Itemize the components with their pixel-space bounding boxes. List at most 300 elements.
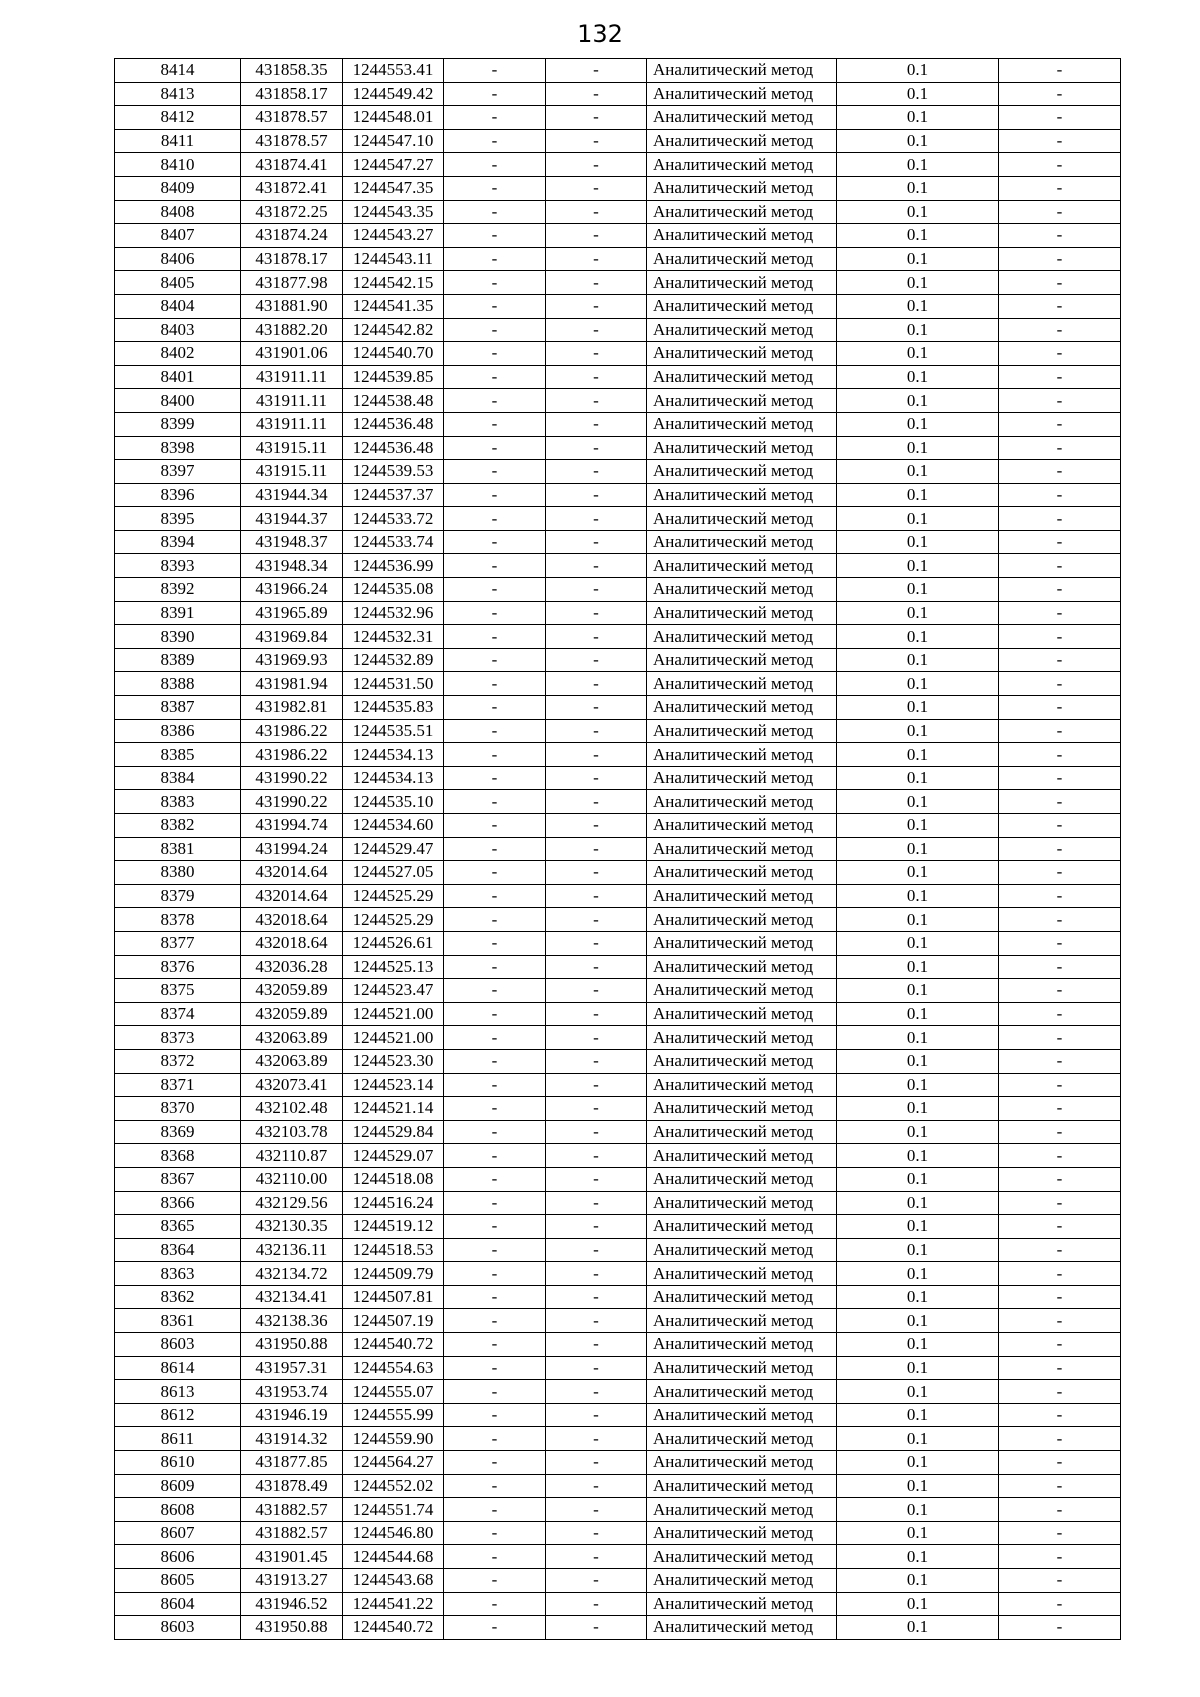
- empty-dash-cell: -: [546, 106, 647, 130]
- point-number-cell: 8401: [115, 365, 241, 389]
- empty-dash-cell: -: [444, 1238, 546, 1262]
- table-row: [115, 979, 1121, 1003]
- point-number-cell: 8409: [115, 176, 241, 200]
- precision-cell: 0.1: [837, 318, 999, 342]
- x-coordinate-cell: 431946.19: [241, 1403, 343, 1427]
- precision-cell: 0.1: [837, 1403, 999, 1427]
- method-cell: Аналитический метод: [647, 271, 837, 295]
- method-cell: Аналитический метод: [647, 1333, 837, 1357]
- empty-dash-cell: -: [444, 719, 546, 743]
- method-cell: Аналитический метод: [647, 1215, 837, 1239]
- table-row: [115, 601, 1121, 625]
- x-coordinate-cell: 431911.11: [241, 365, 343, 389]
- x-coordinate-cell: 431858.35: [241, 59, 343, 83]
- method-cell: Аналитический метод: [647, 979, 837, 1003]
- empty-dash-cell: -: [444, 1474, 546, 1498]
- empty-dash-cell: -: [999, 814, 1121, 838]
- x-coordinate-cell: 431877.98: [241, 271, 343, 295]
- empty-dash-cell: -: [546, 1215, 647, 1239]
- table-row: [115, 247, 1121, 271]
- method-cell: Аналитический метод: [647, 955, 837, 979]
- precision-cell: 0.1: [837, 389, 999, 413]
- table-row: [115, 271, 1121, 295]
- table-row: [115, 129, 1121, 153]
- precision-cell: 0.1: [837, 1144, 999, 1168]
- x-coordinate-cell: 431911.11: [241, 412, 343, 436]
- empty-dash-cell: -: [546, 1191, 647, 1215]
- precision-cell: 0.1: [837, 224, 999, 248]
- point-number-cell: 8376: [115, 955, 241, 979]
- y-coordinate-cell: 1244553.41: [343, 59, 444, 83]
- table-row: [115, 412, 1121, 436]
- precision-cell: 0.1: [837, 1356, 999, 1380]
- table-row: [115, 1333, 1121, 1357]
- empty-dash-cell: -: [444, 106, 546, 130]
- table-row: [115, 153, 1121, 177]
- y-coordinate-cell: 1244526.61: [343, 931, 444, 955]
- point-number-cell: 8613: [115, 1380, 241, 1404]
- empty-dash-cell: -: [546, 342, 647, 366]
- method-cell: Аналитический метод: [647, 1545, 837, 1569]
- empty-dash-cell: -: [999, 106, 1121, 130]
- precision-cell: 0.1: [837, 483, 999, 507]
- empty-dash-cell: -: [444, 1616, 546, 1640]
- table-row: [115, 578, 1121, 602]
- empty-dash-cell: -: [444, 483, 546, 507]
- x-coordinate-cell: 431881.90: [241, 294, 343, 318]
- empty-dash-cell: -: [546, 743, 647, 767]
- empty-dash-cell: -: [999, 625, 1121, 649]
- point-number-cell: 8406: [115, 247, 241, 271]
- precision-cell: 0.1: [837, 129, 999, 153]
- y-coordinate-cell: 1244551.74: [343, 1498, 444, 1522]
- table-row: [115, 790, 1121, 814]
- precision-cell: 0.1: [837, 1097, 999, 1121]
- x-coordinate-cell: 431882.20: [241, 318, 343, 342]
- precision-cell: 0.1: [837, 931, 999, 955]
- y-coordinate-cell: 1244532.89: [343, 648, 444, 672]
- empty-dash-cell: -: [444, 1498, 546, 1522]
- empty-dash-cell: -: [546, 1049, 647, 1073]
- empty-dash-cell: -: [546, 1120, 647, 1144]
- empty-dash-cell: -: [999, 59, 1121, 83]
- precision-cell: 0.1: [837, 1592, 999, 1616]
- point-number-cell: 8378: [115, 908, 241, 932]
- empty-dash-cell: -: [546, 412, 647, 436]
- empty-dash-cell: -: [546, 601, 647, 625]
- empty-dash-cell: -: [444, 1097, 546, 1121]
- x-coordinate-cell: 431946.52: [241, 1592, 343, 1616]
- empty-dash-cell: -: [444, 1073, 546, 1097]
- empty-dash-cell: -: [546, 1167, 647, 1191]
- empty-dash-cell: -: [546, 884, 647, 908]
- empty-dash-cell: -: [546, 837, 647, 861]
- precision-cell: 0.1: [837, 1333, 999, 1357]
- x-coordinate-cell: 431986.22: [241, 743, 343, 767]
- empty-dash-cell: -: [444, 1120, 546, 1144]
- empty-dash-cell: -: [546, 1403, 647, 1427]
- empty-dash-cell: -: [444, 1167, 546, 1191]
- empty-dash-cell: -: [546, 365, 647, 389]
- precision-cell: 0.1: [837, 790, 999, 814]
- empty-dash-cell: -: [546, 1569, 647, 1593]
- point-number-cell: 8364: [115, 1238, 241, 1262]
- point-number-cell: 8382: [115, 814, 241, 838]
- method-cell: Аналитический метод: [647, 554, 837, 578]
- precision-cell: 0.1: [837, 1262, 999, 1286]
- x-coordinate-cell: 431914.32: [241, 1427, 343, 1451]
- x-coordinate-cell: 431877.85: [241, 1451, 343, 1475]
- empty-dash-cell: -: [999, 1262, 1121, 1286]
- point-number-cell: 8375: [115, 979, 241, 1003]
- empty-dash-cell: -: [999, 1569, 1121, 1593]
- x-coordinate-cell: 432129.56: [241, 1191, 343, 1215]
- point-number-cell: 8605: [115, 1569, 241, 1593]
- empty-dash-cell: -: [999, 1592, 1121, 1616]
- x-coordinate-cell: 431901.45: [241, 1545, 343, 1569]
- table-row: [115, 1451, 1121, 1475]
- empty-dash-cell: -: [546, 554, 647, 578]
- method-cell: Аналитический метод: [647, 1521, 837, 1545]
- precision-cell: 0.1: [837, 1569, 999, 1593]
- empty-dash-cell: -: [999, 1451, 1121, 1475]
- precision-cell: 0.1: [837, 1498, 999, 1522]
- method-cell: Аналитический метод: [647, 648, 837, 672]
- precision-cell: 0.1: [837, 837, 999, 861]
- empty-dash-cell: -: [546, 1097, 647, 1121]
- x-coordinate-cell: 431874.24: [241, 224, 343, 248]
- precision-cell: 0.1: [837, 554, 999, 578]
- x-coordinate-cell: 431878.57: [241, 106, 343, 130]
- method-cell: Аналитический метод: [647, 59, 837, 83]
- empty-dash-cell: -: [999, 507, 1121, 531]
- x-coordinate-cell: 431986.22: [241, 719, 343, 743]
- point-number-cell: 8380: [115, 861, 241, 885]
- empty-dash-cell: -: [444, 814, 546, 838]
- method-cell: Аналитический метод: [647, 1120, 837, 1144]
- y-coordinate-cell: 1244521.00: [343, 1026, 444, 1050]
- precision-cell: 0.1: [837, 1427, 999, 1451]
- y-coordinate-cell: 1244540.72: [343, 1333, 444, 1357]
- method-cell: Аналитический метод: [647, 1403, 837, 1427]
- precision-cell: 0.1: [837, 766, 999, 790]
- empty-dash-cell: -: [999, 389, 1121, 413]
- point-number-cell: 8408: [115, 200, 241, 224]
- table-row: [115, 1569, 1121, 1593]
- y-coordinate-cell: 1244555.07: [343, 1380, 444, 1404]
- empty-dash-cell: -: [999, 1285, 1121, 1309]
- x-coordinate-cell: 432036.28: [241, 955, 343, 979]
- precision-cell: 0.1: [837, 955, 999, 979]
- precision-cell: 0.1: [837, 719, 999, 743]
- y-coordinate-cell: 1244518.08: [343, 1167, 444, 1191]
- table-row: [115, 625, 1121, 649]
- method-cell: Аналитический метод: [647, 1238, 837, 1262]
- table-row: [115, 1592, 1121, 1616]
- method-cell: Аналитический метод: [647, 1592, 837, 1616]
- empty-dash-cell: -: [546, 1356, 647, 1380]
- empty-dash-cell: -: [444, 200, 546, 224]
- method-cell: Аналитический метод: [647, 106, 837, 130]
- empty-dash-cell: -: [444, 578, 546, 602]
- method-cell: Аналитический метод: [647, 530, 837, 554]
- empty-dash-cell: -: [444, 365, 546, 389]
- x-coordinate-cell: 431990.22: [241, 790, 343, 814]
- x-coordinate-cell: 432014.64: [241, 861, 343, 885]
- method-cell: Аналитический метод: [647, 908, 837, 932]
- y-coordinate-cell: 1244525.29: [343, 884, 444, 908]
- y-coordinate-cell: 1244533.72: [343, 507, 444, 531]
- y-coordinate-cell: 1244529.07: [343, 1144, 444, 1168]
- empty-dash-cell: -: [444, 837, 546, 861]
- precision-cell: 0.1: [837, 814, 999, 838]
- x-coordinate-cell: 431858.17: [241, 82, 343, 106]
- empty-dash-cell: -: [999, 436, 1121, 460]
- method-cell: Аналитический метод: [647, 507, 837, 531]
- empty-dash-cell: -: [444, 1592, 546, 1616]
- empty-dash-cell: -: [444, 554, 546, 578]
- table-row: [115, 176, 1121, 200]
- x-coordinate-cell: 432138.36: [241, 1309, 343, 1333]
- y-coordinate-cell: 1244548.01: [343, 106, 444, 130]
- method-cell: Аналитический метод: [647, 743, 837, 767]
- method-cell: Аналитический метод: [647, 625, 837, 649]
- table-row: [115, 1002, 1121, 1026]
- empty-dash-cell: -: [444, 861, 546, 885]
- empty-dash-cell: -: [546, 507, 647, 531]
- table-row: [115, 1403, 1121, 1427]
- method-cell: Аналитический метод: [647, 1309, 837, 1333]
- empty-dash-cell: -: [999, 955, 1121, 979]
- precision-cell: 0.1: [837, 1309, 999, 1333]
- x-coordinate-cell: 431994.24: [241, 837, 343, 861]
- empty-dash-cell: -: [999, 1498, 1121, 1522]
- empty-dash-cell: -: [444, 931, 546, 955]
- y-coordinate-cell: 1244523.14: [343, 1073, 444, 1097]
- point-number-cell: 8396: [115, 483, 241, 507]
- y-coordinate-cell: 1244535.83: [343, 696, 444, 720]
- point-number-cell: 8402: [115, 342, 241, 366]
- empty-dash-cell: -: [546, 1427, 647, 1451]
- method-cell: Аналитический метод: [647, 389, 837, 413]
- method-cell: Аналитический метод: [647, 837, 837, 861]
- empty-dash-cell: -: [546, 436, 647, 460]
- point-number-cell: 8362: [115, 1285, 241, 1309]
- x-coordinate-cell: 431911.11: [241, 389, 343, 413]
- method-cell: Аналитический метод: [647, 884, 837, 908]
- precision-cell: 0.1: [837, 460, 999, 484]
- x-coordinate-cell: 432018.64: [241, 931, 343, 955]
- x-coordinate-cell: 431874.41: [241, 153, 343, 177]
- y-coordinate-cell: 1244543.11: [343, 247, 444, 271]
- table-row: [115, 1026, 1121, 1050]
- empty-dash-cell: -: [546, 1616, 647, 1640]
- method-cell: Аналитический метод: [647, 814, 837, 838]
- table-row: [115, 1262, 1121, 1286]
- precision-cell: 0.1: [837, 979, 999, 1003]
- precision-cell: 0.1: [837, 106, 999, 130]
- empty-dash-cell: -: [999, 648, 1121, 672]
- empty-dash-cell: -: [444, 1333, 546, 1357]
- point-number-cell: 8397: [115, 460, 241, 484]
- empty-dash-cell: -: [546, 1026, 647, 1050]
- precision-cell: 0.1: [837, 365, 999, 389]
- point-number-cell: 8361: [115, 1309, 241, 1333]
- x-coordinate-cell: 431957.31: [241, 1356, 343, 1380]
- empty-dash-cell: -: [444, 1285, 546, 1309]
- table-row: [115, 1521, 1121, 1545]
- empty-dash-cell: -: [546, 153, 647, 177]
- precision-cell: 0.1: [837, 648, 999, 672]
- precision-cell: 0.1: [837, 625, 999, 649]
- empty-dash-cell: -: [546, 1592, 647, 1616]
- point-number-cell: 8365: [115, 1215, 241, 1239]
- point-number-cell: 8385: [115, 743, 241, 767]
- empty-dash-cell: -: [546, 224, 647, 248]
- empty-dash-cell: -: [444, 648, 546, 672]
- table-row: [115, 1474, 1121, 1498]
- precision-cell: 0.1: [837, 1545, 999, 1569]
- table-row: [115, 719, 1121, 743]
- empty-dash-cell: -: [999, 1167, 1121, 1191]
- x-coordinate-cell: 431950.88: [241, 1333, 343, 1357]
- empty-dash-cell: -: [546, 955, 647, 979]
- method-cell: Аналитический метод: [647, 861, 837, 885]
- y-coordinate-cell: 1244527.05: [343, 861, 444, 885]
- table-row: [115, 389, 1121, 413]
- y-coordinate-cell: 1244555.99: [343, 1403, 444, 1427]
- precision-cell: 0.1: [837, 743, 999, 767]
- x-coordinate-cell: 431878.17: [241, 247, 343, 271]
- x-coordinate-cell: 431950.88: [241, 1616, 343, 1640]
- method-cell: Аналитический метод: [647, 1569, 837, 1593]
- x-coordinate-cell: 432130.35: [241, 1215, 343, 1239]
- empty-dash-cell: -: [546, 672, 647, 696]
- empty-dash-cell: -: [999, 578, 1121, 602]
- y-coordinate-cell: 1244539.53: [343, 460, 444, 484]
- method-cell: Аналитический метод: [647, 483, 837, 507]
- point-number-cell: 8403: [115, 318, 241, 342]
- empty-dash-cell: -: [546, 1262, 647, 1286]
- y-coordinate-cell: 1244523.30: [343, 1049, 444, 1073]
- method-cell: Аналитический метод: [647, 1262, 837, 1286]
- y-coordinate-cell: 1244531.50: [343, 672, 444, 696]
- y-coordinate-cell: 1244534.13: [343, 743, 444, 767]
- table-row: [115, 1238, 1121, 1262]
- empty-dash-cell: -: [999, 1215, 1121, 1239]
- empty-dash-cell: -: [999, 200, 1121, 224]
- empty-dash-cell: -: [444, 1191, 546, 1215]
- x-coordinate-cell: 432136.11: [241, 1238, 343, 1262]
- precision-cell: 0.1: [837, 1474, 999, 1498]
- x-coordinate-cell: 432110.00: [241, 1167, 343, 1191]
- empty-dash-cell: -: [444, 82, 546, 106]
- point-number-cell: 8610: [115, 1451, 241, 1475]
- empty-dash-cell: -: [444, 696, 546, 720]
- method-cell: Аналитический метод: [647, 1498, 837, 1522]
- empty-dash-cell: -: [999, 1545, 1121, 1569]
- precision-cell: 0.1: [837, 1026, 999, 1050]
- x-coordinate-cell: 431981.94: [241, 672, 343, 696]
- method-cell: Аналитический метод: [647, 294, 837, 318]
- empty-dash-cell: -: [444, 908, 546, 932]
- point-number-cell: 8603: [115, 1616, 241, 1640]
- empty-dash-cell: -: [999, 1097, 1121, 1121]
- empty-dash-cell: -: [444, 601, 546, 625]
- empty-dash-cell: -: [999, 1144, 1121, 1168]
- empty-dash-cell: -: [546, 578, 647, 602]
- table-row: [115, 365, 1121, 389]
- y-coordinate-cell: 1244547.10: [343, 129, 444, 153]
- empty-dash-cell: -: [546, 861, 647, 885]
- empty-dash-cell: -: [546, 1309, 647, 1333]
- empty-dash-cell: -: [444, 436, 546, 460]
- y-coordinate-cell: 1244542.82: [343, 318, 444, 342]
- precision-cell: 0.1: [837, 1380, 999, 1404]
- empty-dash-cell: -: [999, 1238, 1121, 1262]
- empty-dash-cell: -: [999, 530, 1121, 554]
- empty-dash-cell: -: [444, 129, 546, 153]
- point-number-cell: 8374: [115, 1002, 241, 1026]
- y-coordinate-cell: 1244536.48: [343, 436, 444, 460]
- precision-cell: 0.1: [837, 1073, 999, 1097]
- y-coordinate-cell: 1244559.90: [343, 1427, 444, 1451]
- table-row: [115, 743, 1121, 767]
- method-cell: Аналитический метод: [647, 601, 837, 625]
- x-coordinate-cell: 431953.74: [241, 1380, 343, 1404]
- x-coordinate-cell: 431882.57: [241, 1498, 343, 1522]
- empty-dash-cell: -: [999, 483, 1121, 507]
- y-coordinate-cell: 1244519.12: [343, 1215, 444, 1239]
- table-row: [115, 814, 1121, 838]
- y-coordinate-cell: 1244543.35: [343, 200, 444, 224]
- y-coordinate-cell: 1244549.42: [343, 82, 444, 106]
- x-coordinate-cell: 431966.24: [241, 578, 343, 602]
- y-coordinate-cell: 1244539.85: [343, 365, 444, 389]
- empty-dash-cell: -: [444, 1309, 546, 1333]
- point-number-cell: 8367: [115, 1167, 241, 1191]
- y-coordinate-cell: 1244518.53: [343, 1238, 444, 1262]
- empty-dash-cell: -: [444, 1356, 546, 1380]
- y-coordinate-cell: 1244537.37: [343, 483, 444, 507]
- empty-dash-cell: -: [999, 908, 1121, 932]
- empty-dash-cell: -: [546, 814, 647, 838]
- y-coordinate-cell: 1244552.02: [343, 1474, 444, 1498]
- table-row: [115, 1427, 1121, 1451]
- empty-dash-cell: -: [444, 979, 546, 1003]
- empty-dash-cell: -: [444, 790, 546, 814]
- table-row: [115, 530, 1121, 554]
- empty-dash-cell: -: [444, 1380, 546, 1404]
- point-number-cell: 8412: [115, 106, 241, 130]
- method-cell: Аналитический метод: [647, 696, 837, 720]
- method-cell: Аналитический метод: [647, 318, 837, 342]
- empty-dash-cell: -: [546, 460, 647, 484]
- precision-cell: 0.1: [837, 1191, 999, 1215]
- table-row: [115, 696, 1121, 720]
- empty-dash-cell: -: [999, 1427, 1121, 1451]
- empty-dash-cell: -: [999, 1616, 1121, 1640]
- method-cell: Аналитический метод: [647, 672, 837, 696]
- empty-dash-cell: -: [999, 1073, 1121, 1097]
- empty-dash-cell: -: [999, 1521, 1121, 1545]
- precision-cell: 0.1: [837, 1049, 999, 1073]
- empty-dash-cell: -: [546, 1144, 647, 1168]
- precision-cell: 0.1: [837, 271, 999, 295]
- empty-dash-cell: -: [546, 1238, 647, 1262]
- table-row: [115, 82, 1121, 106]
- table-row: [115, 436, 1121, 460]
